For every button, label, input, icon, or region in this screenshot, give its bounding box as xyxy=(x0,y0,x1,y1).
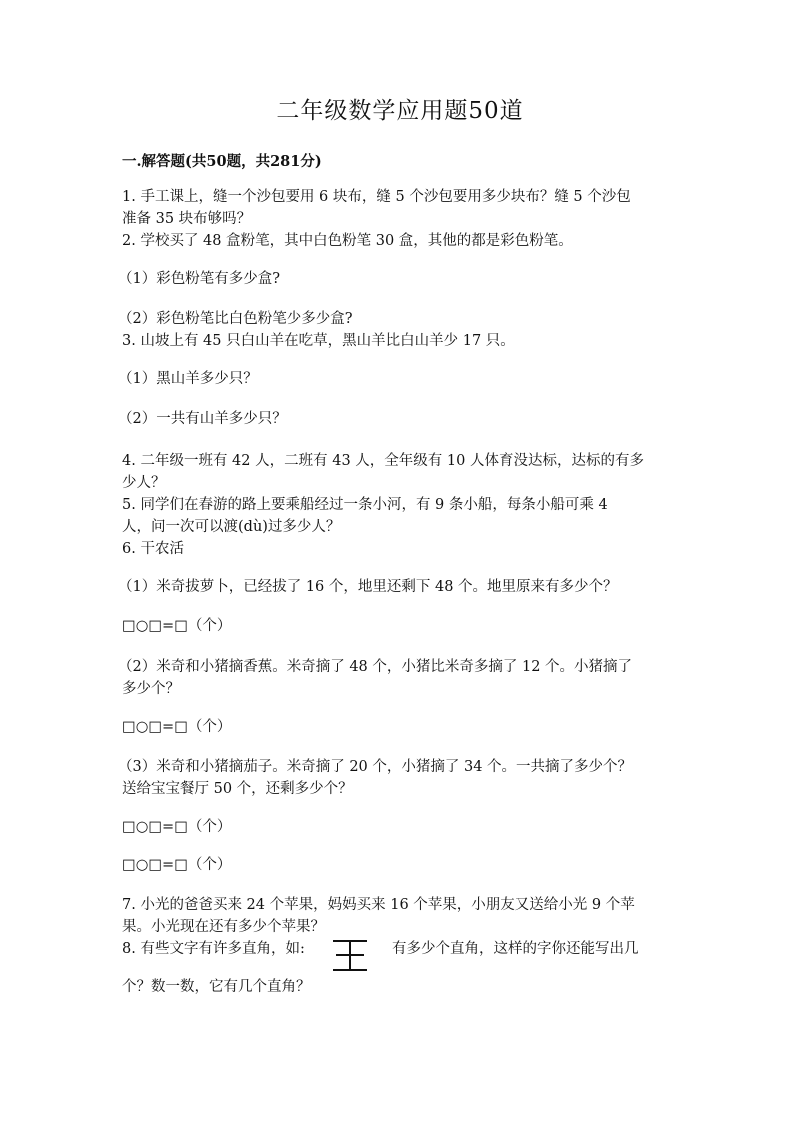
question-2: 2. 学校买了 48 盒粉笔，其中白色粉笔 30 盒，其他的都是彩色粉笔。 xyxy=(122,233,573,249)
question-3-sub-2: （2）一共有山羊多少只？ xyxy=(118,411,287,427)
question-6-sub-2-line-1: （2）米奇和小猪摘香蕉。米奇摘了 48 个，小猪比米奇多摘了 12 个。小猪摘了 xyxy=(118,659,633,675)
formula-blank-4: □○□=□（个） xyxy=(122,857,232,873)
question-6-sub-3-line-2: 送给宝宝餐厅 50 个，还剩多少个？ xyxy=(122,781,353,797)
question-5-line-2: 人，问一次可以渡(dù)过多少人？ xyxy=(122,519,341,535)
question-2-sub-2: （2）彩色粉笔比白色粉笔少多少盒? xyxy=(118,311,353,327)
question-8-suffix: 有多少个直角，这样的字你还能写出几 xyxy=(392,941,639,957)
question-4-line-1: 4. 二年级一班有 42 人，二班有 43 人，全年级有 10 人体育没达标，达标的有多 xyxy=(122,453,644,469)
question-6-sub-3-line-1: （3）米奇和小猪摘茄子。米奇摘了 20 个，小猪摘了 34 个。一共摘了多少个？ xyxy=(118,759,633,775)
question-4-line-2: 少人？ xyxy=(122,475,166,491)
formula-blank-2: □○□=□（个） xyxy=(122,719,232,735)
formula-blank-3: □○□=□（个） xyxy=(122,819,232,835)
question-6-sub-2-line-2: 多少个？ xyxy=(122,681,180,697)
question-7-line-1: 7. 小光的爸爸买来 24 个苹果，妈妈买来 16 个苹果，小朋友又送给小光 9 个苹 xyxy=(122,897,635,913)
question-5-line-1: 5. 同学们在春游的路上要乘船经过一条小河，有 9 条小船，每条小船可乘 4 xyxy=(122,497,608,513)
question-7-line-2: 果。小光现在还有多少个苹果？ xyxy=(122,919,325,935)
question-6: 6. 干农活 xyxy=(122,541,184,557)
question-1-line-2: 准备 35 块布够吗？ xyxy=(122,211,252,227)
page-title: 二年级数学应用题50道 xyxy=(276,98,524,124)
section-heading: 一.解答题(共50题，共281分) xyxy=(122,153,322,170)
formula-blank-1: □○□=□（个） xyxy=(122,618,232,634)
question-3-sub-1: （1）黑山羊多少只？ xyxy=(118,371,258,387)
wang-character-figure xyxy=(333,938,367,972)
question-3: 3. 山坡上有 45 只白山羊在吃草，黑山羊比白山羊少 17 只。 xyxy=(122,333,515,349)
question-1-line-1: 1. 手工课上，缝一个沙包要用 6 块布，缝 5 个沙包要用多少块布？缝 5 个沙包 xyxy=(122,189,631,205)
question-2-sub-1: （1）彩色粉笔有多少盒? xyxy=(118,271,280,287)
question-8-prefix: 8. 有些文字有许多直角，如: xyxy=(122,941,305,957)
question-8-line-2: 个？数一数，它有几个直角？ xyxy=(122,979,311,995)
question-6-sub-1: （1）米奇拔萝卜，已经拔了 16 个，地里还剩下 48 个。地里原来有多少个？ xyxy=(118,579,618,595)
